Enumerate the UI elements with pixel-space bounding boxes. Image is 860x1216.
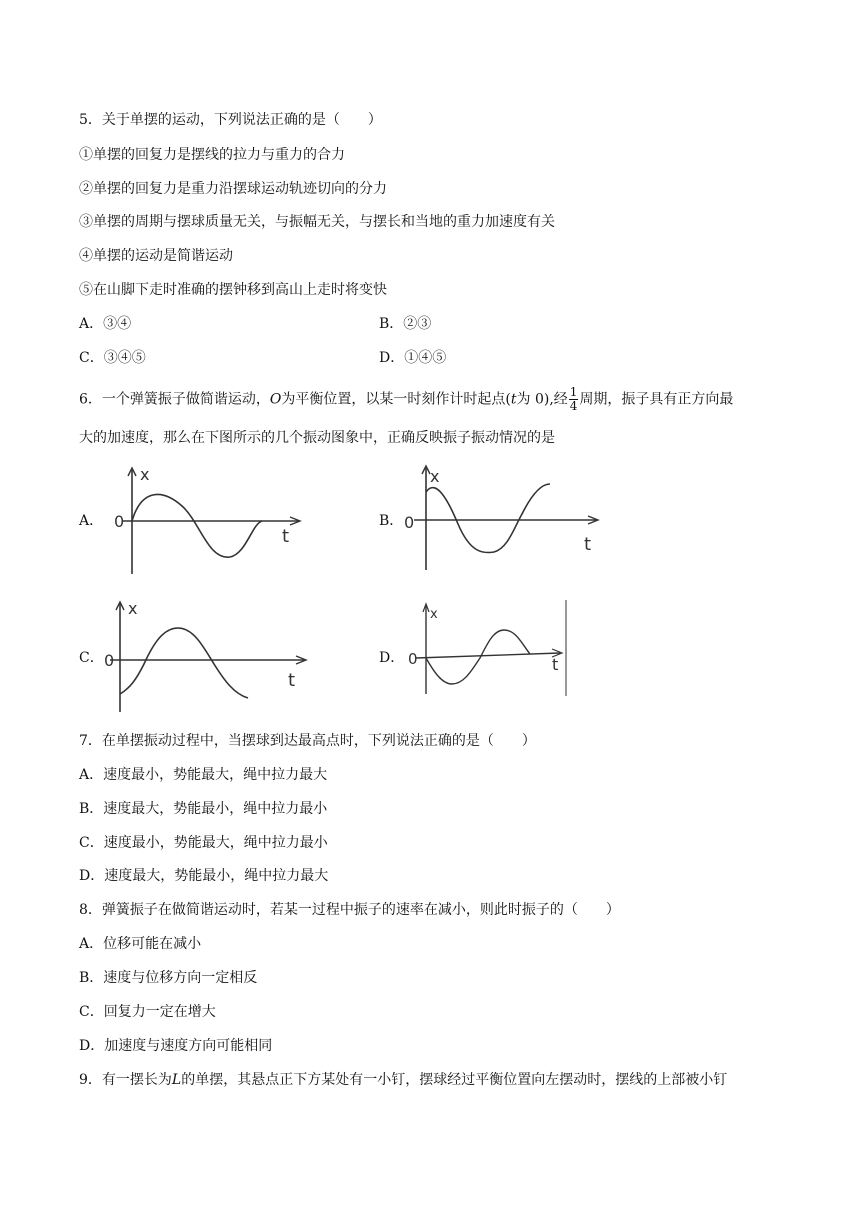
origin-label: 0 xyxy=(404,513,415,532)
q5-statement-5: ⑤在山脚下走时准确的摆钟移到高山上走时将变快 xyxy=(79,282,387,298)
q6-stem-line1 xyxy=(79,386,733,413)
q6-stem-part3: 为 0),经 xyxy=(516,391,568,408)
q5-option-d: D．①④⑤ xyxy=(379,350,447,366)
q5-option-a: A．③④ xyxy=(79,316,132,332)
q5-statement-4: ④单摆的运动是简谐运动 xyxy=(79,248,233,264)
q9-stem xyxy=(79,1070,727,1090)
origin-label: 0 xyxy=(104,651,115,670)
q6-stem-o: O xyxy=(269,391,282,408)
x-axis-label: x xyxy=(140,465,150,484)
q7-option-c: C．速度最小，势能最大，绳中拉力最小 xyxy=(79,835,328,851)
q7-stem: 7．在单摆振动过程中，当摆球到达最高点时，下列说法正确的是（ ） xyxy=(79,733,536,749)
q6-graph-b-label: B． xyxy=(379,513,404,529)
q8-stem: 8．弹簧振子在做简谐运动时，若某一过程中振子的速率在减小，则此时振子的（ ） xyxy=(79,902,620,918)
q9-stem-part1: 9．有一摆长为 xyxy=(79,1072,172,1088)
x-axis-label: x xyxy=(128,599,138,618)
q6-stem-part2: 为平衡位置，以某一时刻作计时起点( xyxy=(281,391,511,408)
q8-option-c: C．回复力一定在增大 xyxy=(79,1004,216,1020)
waveform-curve xyxy=(120,628,248,698)
t-axis-label: t xyxy=(552,655,559,674)
q6-stem-t: t xyxy=(510,391,517,408)
q6-quarter-fraction xyxy=(569,386,579,413)
fraction-denominator: 4 xyxy=(569,399,578,413)
q8-option-a: A．位移可能在减小 xyxy=(79,936,202,952)
q8-option-b: B．速度与位移方向一定相反 xyxy=(79,970,258,986)
q7-option-d: D．速度最大，势能最小，绳中拉力最大 xyxy=(79,868,329,884)
q6-stem-part1: 6．一个弹簧振子做简谐运动， xyxy=(79,391,270,408)
q6-graph-a-label: A． xyxy=(79,513,104,529)
t-axis-label: t xyxy=(584,534,592,555)
q5-stem: 5．关于单摆的运动，下列说法正确的是（ ） xyxy=(79,112,382,128)
q5-option-b: B．②③ xyxy=(379,316,432,332)
t-axis-label: t xyxy=(282,526,290,547)
q5-option-c: C．③④⑤ xyxy=(79,350,146,366)
q7-option-a: A．速度最小，势能最大，绳中拉力最大 xyxy=(79,767,328,783)
x-axis-label: x xyxy=(430,467,440,486)
q6-graph-d xyxy=(404,598,574,698)
x-axis-label: x xyxy=(430,607,438,622)
q6-stem-line2: 大的加速度，那么在下图所示的几个振动图象中，正确反映振子振动情况的是 xyxy=(79,430,555,446)
q6-stem-part4: 周期，振子具有正方向最 xyxy=(579,391,734,408)
q5-statement-3: ③单摆的周期与摆球质量无关，与振幅无关，与摆长和当地的重力加速度有关 xyxy=(79,214,555,230)
q6-graph-d-label: D． xyxy=(379,650,405,666)
t-axis-label: t xyxy=(288,670,296,691)
q7-option-b: B．速度最大，势能最小，绳中拉力最小 xyxy=(79,801,328,817)
waveform-curve xyxy=(426,484,550,553)
q5-statement-2: ②单摆的回复力是重力沿摆球运动轨迹切向的分力 xyxy=(79,181,387,197)
q5-statement-1: ①单摆的回复力是摆线的拉力与重力的合力 xyxy=(79,147,345,163)
q9-stem-l: L xyxy=(171,1072,182,1088)
origin-label: 0 xyxy=(114,512,125,531)
waveform-curve xyxy=(132,494,262,557)
q9-stem-part2: 的单摆，其悬点正下方某处有一小钉，摆球经过平衡位置向左摆动时，摆线的上部被小钉 xyxy=(181,1072,728,1088)
q6-graph-c xyxy=(100,598,315,716)
origin-label: 0 xyxy=(408,650,418,668)
fraction-numerator: 1 xyxy=(569,385,578,399)
q6-graph-c-label: C． xyxy=(79,650,104,666)
q8-option-d: D．加速度与速度方向可能相同 xyxy=(79,1038,273,1054)
q6-graph-a xyxy=(108,464,308,579)
t-axis-line xyxy=(416,653,560,658)
q6-graph-b xyxy=(400,462,605,577)
